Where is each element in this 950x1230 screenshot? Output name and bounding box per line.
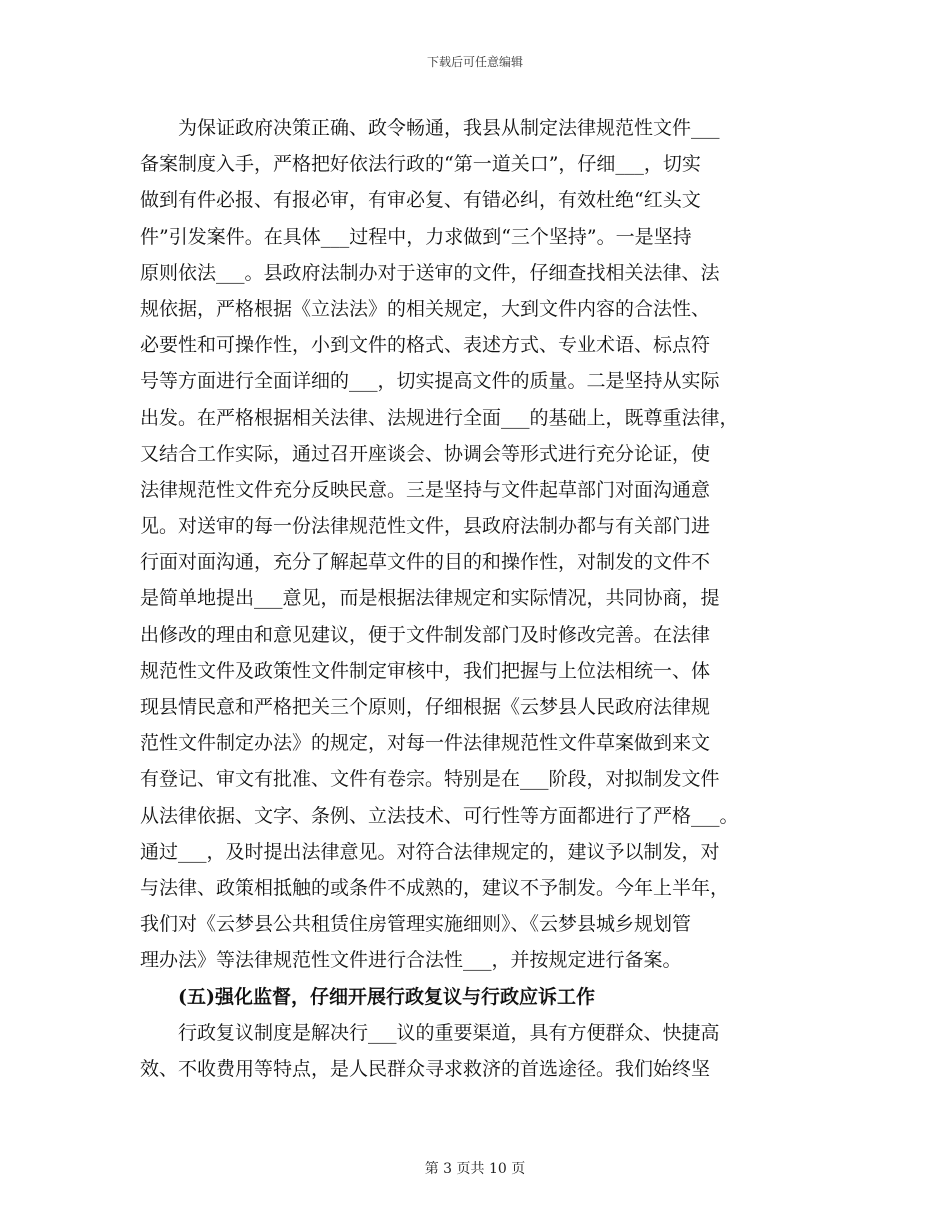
paragraph-line: 是简单地提出___意见，而是根据法律规定和实际情况，共同协商，提: [140, 587, 720, 610]
paragraph-line: 见。对送审的每一份法律规范性文件，县政府法制办都与有关部门进: [140, 515, 711, 538]
paragraph-line: 备案制度入手，严格把好依法行政的“第一道关口”，仔细___，切实: [140, 153, 701, 176]
paragraph-line: 范性文件制定办法》的规定，对每一件法律规范性文件草案做到来文: [140, 732, 711, 755]
paragraph-line: 为保证政府决策正确、政令畅通，我县从制定法律规范性文件___: [178, 117, 720, 139]
paragraph-line: 理办法》等法律规范性文件进行合法性___，并按规定进行备案。: [140, 949, 682, 972]
page-header-note: 下载后可任意编辑: [426, 55, 523, 69]
paragraph-line: 效、不收费用等特点，是人民群众寻求救济的首选途径。我们始终坚: [140, 1057, 711, 1080]
paragraph-line: 行政复议制度是解决行___议的重要渠道，具有方便群众、快捷高: [178, 1021, 720, 1044]
paragraph-line: 出修改的理由和意见建议，便于文件制发部门及时修改完善。在法律: [140, 623, 711, 646]
paragraph-line: 号等方面进行全面详细的___，切实提高文件的质量。二是坚持从实际: [140, 370, 720, 393]
paragraph-line: 件”引发案件。在具体___过程中，力求做到“三个坚持”。一是坚持: [140, 225, 692, 248]
document-body: [140, 110, 812, 1087]
paragraph-line: 有登记、审文有批准、文件有卷宗。特别是在___阶段，对拟制发文件: [140, 768, 720, 791]
paragraph-line: 必要性和可操作性，小到文件的格式、表述方式、专业术语、标点符: [140, 334, 711, 357]
paragraph-line: 现县情民意和严格把关三个原则，仔细根据《云梦县人民政府法律规: [140, 696, 711, 718]
paragraph-line: 我们对《云梦县公共租赁住房管理实施细则》、《云梦县城乡规划管: [140, 913, 692, 936]
paragraph-line: 规范性文件及政策性文件制定审核中，我们把握与上位法相统一、体: [140, 659, 711, 682]
paragraph-line: 与法律、政策相抵触的或条件不成熟的，建议不予制发。今年上半年，: [140, 876, 730, 899]
paragraph-line: 出发。在严格根据相关法律、法规进行全面___的基础上，既尊重法律，: [140, 406, 739, 429]
paragraph-line: 规依据，严格根据《立法法》的相关规定，大到文件内容的合法性、: [140, 297, 711, 320]
paragraph-line: 又结合工作实际，通过召开座谈会、协调会等形式进行充分论证，使: [140, 442, 711, 465]
paragraph-line: 行面对面沟通，充分了解起草文件的目的和操作性，对制发的文件不: [140, 551, 711, 574]
paragraph-line: 做到有件必报、有报必审，有审必复、有错必纠，有效杜绝“红头文: [140, 189, 701, 212]
paragraph-line: 法律规范性文件充分反映民意。三是坚持与文件起草部门对面沟通意: [140, 478, 711, 501]
page-number: 第 3 页共 10 页: [424, 1161, 526, 1177]
section-heading: (五)强化监督，仔细开展行政复议与行政应诉工作: [178, 985, 595, 1008]
paragraph-line: 通过___，及时提出法律意见。对符合法律规定的，建议予以制发，对: [140, 840, 720, 863]
paragraph-line: 原则依法___。县政府法制办对于送审的文件，仔细查找相关法律、法: [140, 261, 720, 284]
paragraph-line: 从法律依据、文字、条例、立法技术、可行性等方面都进行了严格___。: [140, 804, 739, 827]
